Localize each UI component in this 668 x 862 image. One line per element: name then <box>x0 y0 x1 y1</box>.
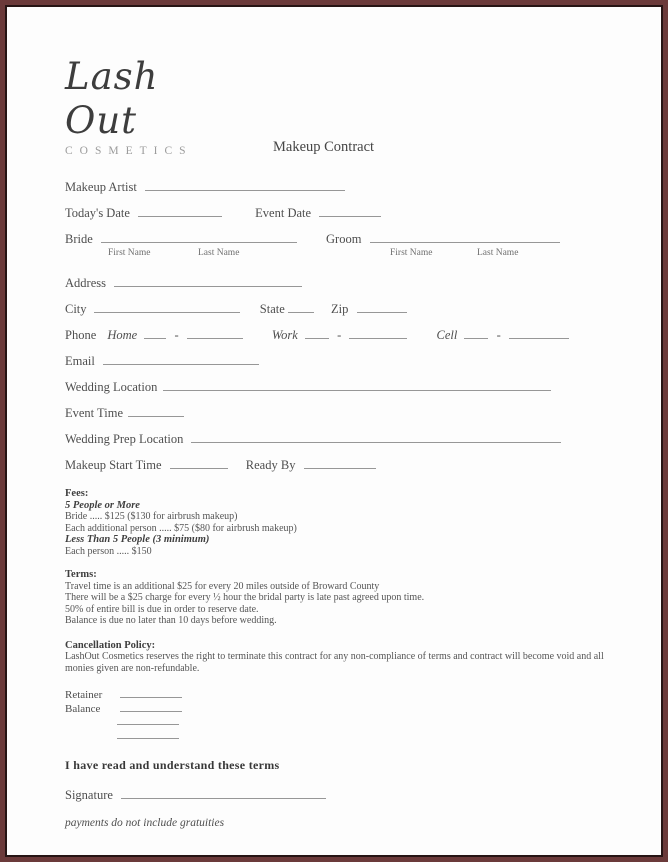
work-phone-label: Work <box>271 328 298 342</box>
event-date-field[interactable] <box>319 205 381 217</box>
retainer-field[interactable] <box>120 688 182 698</box>
bride-first-name-sublabel: First Name <box>108 248 151 258</box>
fees-line: Each person ..... $150 <box>65 545 152 557</box>
cancellation-text: LashOut Cosmetics reserves the right to terminate this contract for any non-compliance of terms and contract will become void and all monies given are non-refundable. <box>65 651 604 674</box>
makeup-start-row <box>65 457 627 473</box>
payment-extra-row <box>65 729 627 743</box>
fees-group2-heading: Less Than 5 People (3 minimum) <box>65 534 210 545</box>
cell-phone-field[interactable] <box>509 327 569 339</box>
header <box>65 55 627 157</box>
ready-by-field[interactable] <box>304 457 376 469</box>
home-phone-dash: - <box>174 328 179 342</box>
wedding-location-field[interactable] <box>163 379 551 391</box>
balance-row <box>65 702 627 716</box>
groom-last-name-sublabel: Last Name <box>477 248 519 258</box>
dates-row <box>65 205 627 221</box>
couple-row <box>65 231 627 247</box>
todays-date-label: Today's Date <box>65 206 130 220</box>
city-label: City <box>65 302 87 316</box>
cell-phone-dash: - <box>496 328 501 342</box>
logo-subtitle: COSMETICS <box>65 145 193 157</box>
city-state-zip-row <box>65 301 627 317</box>
bride-name-field[interactable] <box>101 231 297 243</box>
city-field[interactable] <box>94 301 240 313</box>
event-time-row <box>65 405 627 421</box>
wedding-prep-location-row <box>65 431 627 447</box>
email-label: Email <box>65 354 95 368</box>
fees-heading: Fees: <box>65 488 89 499</box>
fees-group1-heading: 5 People or More <box>65 499 140 511</box>
home-phone-prefix-field[interactable] <box>144 327 166 339</box>
payment-section <box>65 688 627 742</box>
terms-heading: Terms: <box>65 569 97 580</box>
contract-body <box>65 179 627 829</box>
phone-row <box>65 327 627 343</box>
makeup-artist-row <box>65 179 627 195</box>
wedding-location-row <box>65 379 627 395</box>
home-phone-label: Home <box>107 328 138 342</box>
fees-line: Bride ..... $125 ($130 for airbrush makeup) <box>65 511 238 522</box>
ready-by-label: Ready By <box>245 458 296 472</box>
signature-row <box>65 787 627 803</box>
groom-label: Groom <box>326 232 362 246</box>
retainer-label: Retainer <box>65 689 103 701</box>
work-phone-field[interactable] <box>349 327 407 339</box>
event-time-field[interactable] <box>128 405 184 417</box>
payment-extra-field-1[interactable] <box>117 715 179 725</box>
payment-extra-row <box>65 715 627 729</box>
cell-phone-label: Cell <box>436 328 458 342</box>
makeup-artist-label: Makeup Artist <box>65 180 137 194</box>
address-row <box>65 275 627 291</box>
makeup-start-time-label: Makeup Start Time <box>65 458 162 472</box>
state-label: State <box>259 302 285 316</box>
wedding-location-label: Wedding Location <box>65 380 158 394</box>
cancellation-heading: Cancellation Policy: <box>65 639 156 651</box>
gratuities-note: payments do not include gratuities <box>65 817 225 829</box>
makeup-artist-field[interactable] <box>145 179 345 191</box>
fees-line: Each additional person ..... $75 ($80 for airbrush makeup) <box>65 522 297 534</box>
todays-date-field[interactable] <box>138 205 222 217</box>
state-field[interactable] <box>288 301 314 313</box>
event-date-label: Event Date <box>255 206 312 220</box>
groom-name-field[interactable] <box>370 231 560 243</box>
couple-sublabels <box>65 248 627 260</box>
groom-first-name-sublabel: First Name <box>390 248 433 258</box>
fees-section <box>65 488 627 557</box>
logo <box>65 55 231 157</box>
terms-line: Balance is due no later than 10 days before wedding. <box>65 615 277 626</box>
terms-line: There will be a $25 charge for every ½ hour the bridal party is late past agreed upon time. <box>65 592 425 603</box>
logo-script-text: Lash Out <box>65 55 159 142</box>
balance-label: Balance <box>65 702 101 715</box>
email-field[interactable] <box>103 353 259 365</box>
cell-phone-prefix-field[interactable] <box>464 327 488 339</box>
cancellation-section <box>65 640 627 675</box>
signature-label: Signature <box>65 788 113 802</box>
event-time-label: Event Time <box>65 406 123 420</box>
balance-field[interactable] <box>120 702 182 712</box>
bride-label: Bride <box>65 232 93 246</box>
terms-line: Travel time is an additional $25 for every 20 miles outside of Broward County <box>65 580 380 592</box>
address-field[interactable] <box>114 275 302 287</box>
work-phone-dash: - <box>337 328 342 342</box>
signature-field[interactable] <box>121 787 326 799</box>
address-label: Address <box>65 276 106 290</box>
work-phone-prefix-field[interactable] <box>305 327 329 339</box>
bride-last-name-sublabel: Last Name <box>198 248 240 258</box>
page-title: Makeup Contract <box>273 139 375 155</box>
email-row <box>65 353 627 369</box>
makeup-start-time-field[interactable] <box>170 457 228 469</box>
phone-label: Phone <box>65 328 97 342</box>
zip-label: Zip <box>331 302 349 316</box>
terms-line: 50% of entire bill is due in order to reserve date. <box>65 603 259 615</box>
retainer-row <box>65 688 627 702</box>
contract-inner-frame <box>5 5 663 857</box>
home-phone-field[interactable] <box>187 327 243 339</box>
zip-field[interactable] <box>357 301 407 313</box>
wedding-prep-location-field[interactable] <box>191 431 561 443</box>
terms-section <box>65 569 627 627</box>
payment-extra-field-2[interactable] <box>117 729 179 739</box>
acknowledgement-text: I have read and understand these terms <box>65 758 280 772</box>
wedding-prep-location-label: Wedding Prep Location <box>65 432 184 446</box>
